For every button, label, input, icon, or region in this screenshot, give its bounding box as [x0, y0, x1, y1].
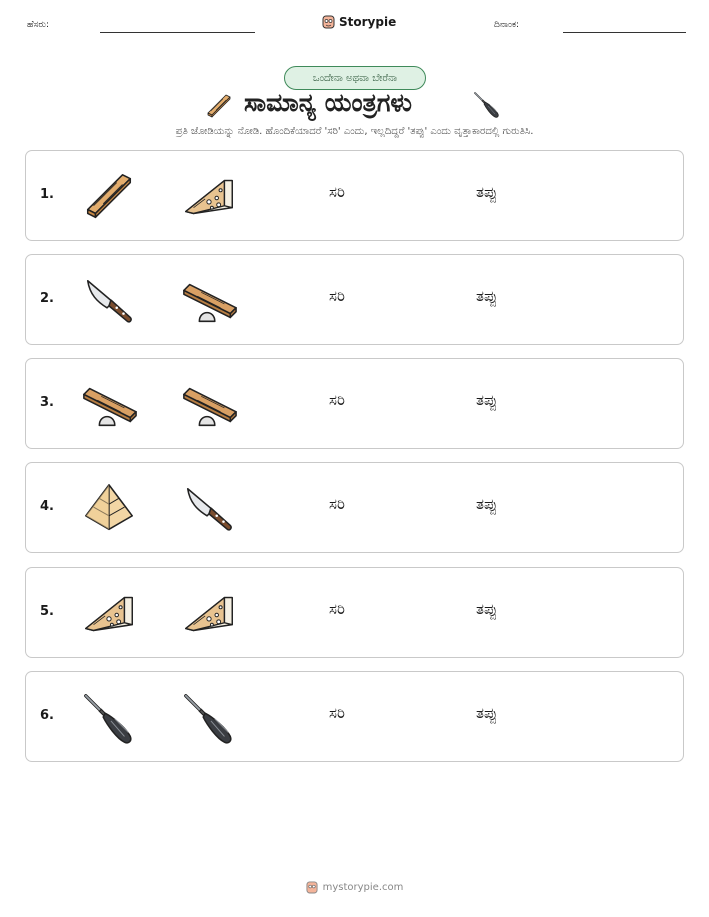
- wedge-icon: [180, 586, 238, 644]
- brand-logo: [322, 14, 396, 29]
- footer-url[interactable]: mystorypie.com: [322, 881, 404, 893]
- false-option[interactable]: ತಪ್ಪು: [476, 183, 498, 201]
- lever-icon: [80, 377, 138, 435]
- true-option[interactable]: ಸರಿ: [329, 287, 345, 305]
- true-option[interactable]: ಸರಿ: [329, 391, 345, 409]
- false-option[interactable]: ತಪ್ಪು: [476, 704, 498, 722]
- question-number: 1.: [40, 187, 54, 202]
- storypie-mascot-icon: [306, 880, 318, 894]
- question-number: 6.: [40, 708, 54, 723]
- question-card: [25, 671, 684, 762]
- name-field-line[interactable]: [100, 32, 255, 33]
- false-option[interactable]: ತಪ್ಪು: [476, 495, 498, 513]
- wedge-icon: [80, 586, 138, 644]
- question-card: [25, 150, 684, 241]
- question-card: [25, 358, 684, 449]
- brand-name: Storypie: [339, 14, 397, 29]
- knife-icon: [80, 273, 138, 331]
- pyramid-icon: [80, 481, 138, 539]
- question-card: [25, 567, 684, 658]
- wedge-icon: [180, 169, 238, 227]
- question-number: 4.: [40, 499, 54, 514]
- footer: [0, 880, 709, 894]
- true-option[interactable]: ಸರಿ: [329, 495, 345, 513]
- true-option[interactable]: ಸರಿ: [329, 704, 345, 722]
- page-title: ಸಾಮಾನ್ಯ ಯಂತ್ರಗಳು: [244, 88, 412, 117]
- storypie-mascot-icon: [322, 14, 335, 29]
- wood-plank-icon: [204, 92, 234, 122]
- question-number: 3.: [40, 395, 54, 410]
- screwdriver-icon: [472, 90, 502, 120]
- date-label: ದಿನಾಂಕ:: [494, 20, 520, 30]
- instructions: ಪ್ರತಿ ಜೋಡಿಯನ್ನು ನೋಡಿ. ಹೊಂದಿಕೆಯಾದರೆ 'ಸರಿ' ಎಂದು, ಇಲ್ಲದಿದ್ದರೆ 'ತಪ್ಪು' ಎಂದು ವೃತ್ತಾಕಾರದಲ್ಲಿ ಗುರುತಿಸಿ.: [175, 126, 534, 137]
- screwdriver-icon: [180, 690, 238, 748]
- title-row: [0, 86, 709, 126]
- question-number: 2.: [40, 291, 54, 306]
- true-option[interactable]: ಸರಿ: [329, 183, 345, 201]
- name-label: ಹೆಸರು:: [27, 20, 50, 30]
- false-option[interactable]: ತಪ್ಪು: [476, 287, 498, 305]
- screwdriver-icon: [80, 690, 138, 748]
- question-number: 5.: [40, 604, 54, 619]
- worksheet-header: [0, 14, 709, 40]
- question-card: [25, 462, 684, 553]
- date-field-line[interactable]: [563, 32, 686, 33]
- lever-icon: [180, 377, 238, 435]
- false-option[interactable]: ತಪ್ಪು: [476, 391, 498, 409]
- wood-plank-icon: [80, 169, 138, 227]
- worksheet-type-badge: ಒಂದೇನಾ ಅಥವಾ ಬೇರೆನಾ: [284, 66, 426, 90]
- false-option[interactable]: ತಪ್ಪು: [476, 600, 498, 618]
- lever-icon: [180, 273, 238, 331]
- true-option[interactable]: ಸರಿ: [329, 600, 345, 618]
- knife-icon: [180, 481, 238, 539]
- question-card: [25, 254, 684, 345]
